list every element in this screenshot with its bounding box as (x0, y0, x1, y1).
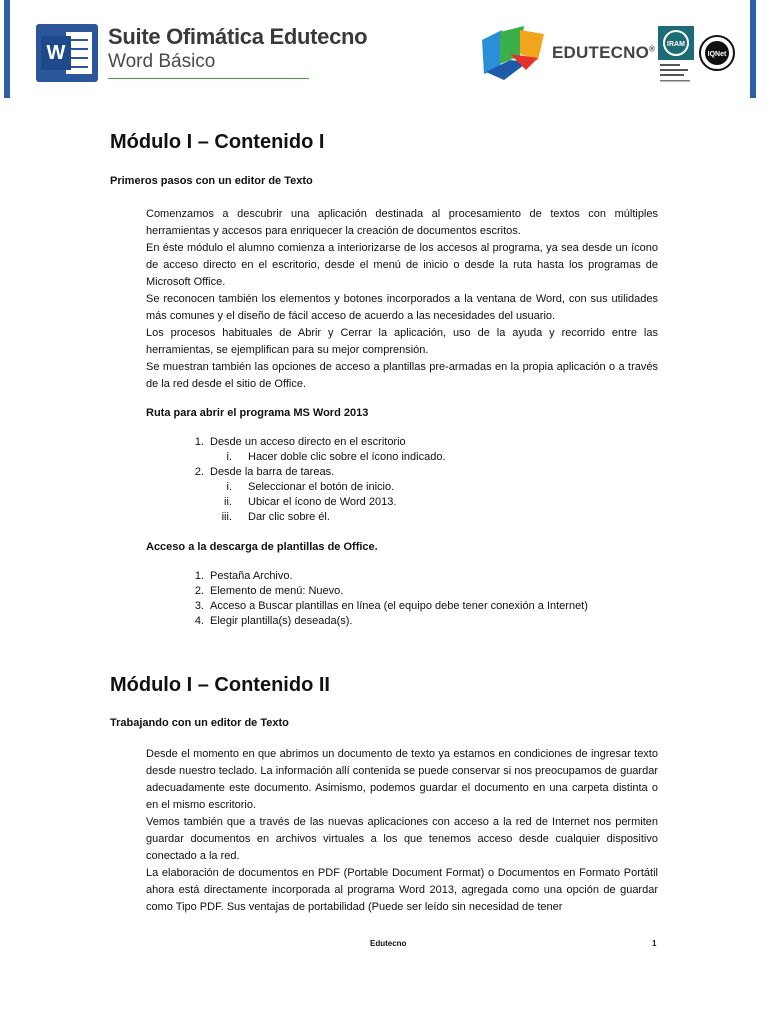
module1-paragraph: Se muestran también las opciones de acceso a plantillas pre-armadas en la propia aplicación o a través de la red desde el sitio de Office. (146, 361, 658, 390)
module1-body (146, 206, 658, 393)
header-rule (108, 78, 309, 79)
module2-paragraph: Vemos también que a través de las nuevas aplicaciones con acceso a la red de Internet nos permiten guardar documentos en archivos virtuales a los que tenemos acceso desde cualquier dispositivo conectado a la red. (146, 816, 658, 862)
module1-section-title: Primeros pasos con un editor de Texto (110, 175, 313, 187)
module2-title: Módulo I – Contenido II (110, 674, 330, 696)
module1-paragraph: Los procesos habituales de Abrir y Cerrar la aplicación, uso de la ayuda y recorrido entre las herramientas, se ejemplifican para su mejor comprensión. (146, 327, 658, 356)
word-logo-letter: W (41, 36, 71, 70)
right-accent-bar (750, 0, 756, 98)
module2-body (146, 746, 658, 916)
svg-text:IQNet: IQNet (707, 51, 727, 58)
module1-paragraph: En éste módulo el alumno comienza a interiorizarse de los accesos al programa, ya sea desde un ícono de acceso directo en el escritorio, desde el menú de inicio o desde la ruta hasta los programas de Microsoft Office. (146, 242, 658, 288)
module1-title: Módulo I – Contenido I (110, 131, 325, 153)
iram-logo-icon (658, 26, 694, 86)
svg-text:IRAM: IRAM (667, 41, 685, 48)
word-logo-icon (36, 24, 98, 82)
edutecno-brand: EDUTECNO® (552, 43, 656, 62)
module2-paragraph: La elaboración de documentos en PDF (Portable Document Format) o Documentos en Formato Portátil ahora está directamente incorporada al programa Word 2013, agregada como una opción de guardar como Tipo PDF. Sus ventajas de portabilidad (Puede ser leído sin necesidad de tener (146, 867, 658, 913)
iqnet-logo-icon (698, 34, 736, 72)
suite-title: Suite Ofimática Edutecno (108, 24, 368, 49)
left-accent-bar (4, 0, 10, 98)
module1-paragraph: Comenzamos a descubrir una aplicación destinada al procesamiento de textos con múltiples herramientas y accesos para enriquecer la creación de documentos escritos. (146, 208, 658, 237)
suite-subtitle: Word Básico (108, 51, 216, 72)
footer-brand: Edutecno (370, 939, 407, 948)
page-number: 1 (652, 939, 657, 948)
module1-paragraph: Se reconocen también los elementos y botones incorporados a la ventana de Word, con sus utilidades más comunes y el diseño de fácil acceso de acuerdo a las necesidades del usuario. (146, 293, 658, 322)
edutecno-logo-icon (480, 24, 546, 82)
route-title: Ruta para abrir el programa MS Word 2013 (146, 407, 369, 419)
templates-title: Acceso a la descarga de plantillas de Office. (146, 541, 378, 553)
module2-section-title: Trabajando con un editor de Texto (110, 717, 289, 729)
module2-paragraph: Desde el momento en que abrimos un documento de texto ya estamos en condiciones de ingresar texto desde nuestro teclado. La información allí contenida se puede conservar si nos preocupamos de guardar adecuadamente este documento. Asimismo, podemos guardar el documento en una carpeta distinta o en el mismo escritorio. (146, 748, 658, 811)
